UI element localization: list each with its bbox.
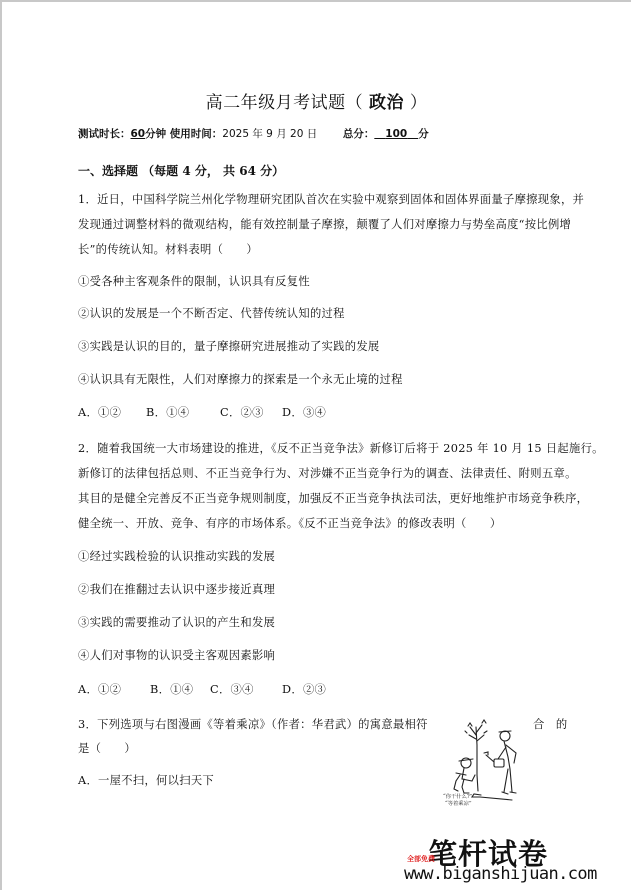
exam-page	[2, 2, 631, 890]
q2-option-c[interactable]: C．③④	[210, 683, 254, 696]
q1-statement-3: ③实践是认识的目的，量子摩擦研究进展推动了实践的发展	[78, 340, 380, 353]
section-heading: 一、选择题 （每题 4 分， 共 64 分）	[78, 164, 285, 178]
score-value: 100	[385, 128, 408, 140]
score-label: 总分：	[342, 128, 375, 140]
cartoon-waiting-for-shade	[442, 717, 542, 807]
question-1-line-3: 长”的传统认知。材料表明（ ）	[78, 243, 259, 256]
q1-statement-2: ②认识的发展是一个不断否定、代替传统认知的过程	[78, 307, 345, 320]
cartoon-caption-2: “等着乘凉”	[445, 801, 472, 807]
title-close: ）	[409, 93, 428, 113]
date-value: 2025 年 9 月 20 日	[222, 128, 318, 140]
duration-label: 测试时长：	[78, 128, 131, 140]
q2-option-b[interactable]: B．①④	[150, 683, 194, 696]
title-text: 高二年级月考试题（	[205, 93, 364, 113]
q1-option-c[interactable]: C．②③	[220, 406, 264, 419]
question-2-line-2: 新修订的法律包括总则、不正当竞争行为、对涉嫌不正当竞争行为的调查、法律责任、附则五章。	[78, 467, 577, 480]
q2-statement-3: ③实践的需要推动了认识的产生和发展	[78, 616, 276, 629]
page-title	[2, 88, 631, 113]
watermark-brand: 笔杆试卷	[428, 837, 549, 871]
score-unit: 分	[418, 128, 429, 140]
q2-statement-4: ④人们对事物的认识受主客观因素影响	[78, 649, 276, 662]
subject-name: 政治	[369, 93, 404, 113]
watermark-logo	[404, 834, 624, 882]
q2-statement-1: ①经过实践检验的认识推动实践的发展	[78, 550, 276, 563]
date-label: 使用时间：	[169, 128, 223, 140]
q1-options	[78, 404, 326, 420]
question-2-line-1: 2．随着我国统一大市场建设的推进，《反不正当竞争法》新修订后将于 2025 年 10 月 15 日起施行。	[78, 442, 604, 455]
question-3-line-1-tail: 合 的	[533, 718, 572, 731]
cartoon-caption-1: “你干什么?”	[443, 794, 473, 800]
q1-statement-4: ④认识具有无限性，人们对摩擦力的探索是一个永无止境的过程	[78, 373, 403, 386]
cartoon-illustration-icon	[442, 717, 542, 807]
q1-option-d[interactable]: D．③④	[282, 406, 327, 419]
question-3-line-2: 是（ ）	[78, 742, 136, 755]
q2-option-a[interactable]: A．①②	[78, 683, 122, 696]
question-1-line-1: 1．近日，中国科学院兰州化学物理研究团队首次在实验中观察到固体和固体界面量子摩擦现象，并	[78, 193, 585, 206]
q1-option-a[interactable]: A．①②	[78, 406, 122, 419]
q3-option-a[interactable]: A．一屋不扫，何以扫天下	[78, 774, 215, 787]
watermark-tag: 全部免费	[407, 855, 435, 863]
duration-value: 60	[130, 128, 146, 140]
q2-statement-2: ②我们在推翻过去认识中逐步接近真理	[78, 583, 276, 596]
question-3-line-1: 3．下列选项与右图漫画《等着乘凉》（作者：华君武）的寓意最相符	[78, 718, 428, 731]
question-2-line-3: 其目的是健全完善反不正当竞争规则制度，加强反不正当竞争执法司法，更好地维护市场竞争秩序，	[78, 492, 589, 505]
q2-options	[78, 681, 326, 697]
question-1-line-2: 发现通过调整材料的微观结构，能有效控制量子摩擦，颠覆了人们对摩擦力与势垒高度“按比例增	[78, 218, 572, 231]
watermark-url: www.biganshijuan.com	[404, 864, 597, 884]
q1-option-b[interactable]: B．①④	[146, 406, 190, 419]
exam-meta	[78, 126, 429, 141]
q2-option-d[interactable]: D．②③	[282, 683, 327, 696]
duration-unit: 分钟	[145, 128, 167, 140]
question-2-line-4: 健全统一、开放、竞争、有序的市场体系。《反不正当竞争法》的修改表明（ ）	[78, 517, 502, 530]
q1-statement-1: ①受各种主客观条件的限制，认识具有反复性	[78, 275, 310, 288]
